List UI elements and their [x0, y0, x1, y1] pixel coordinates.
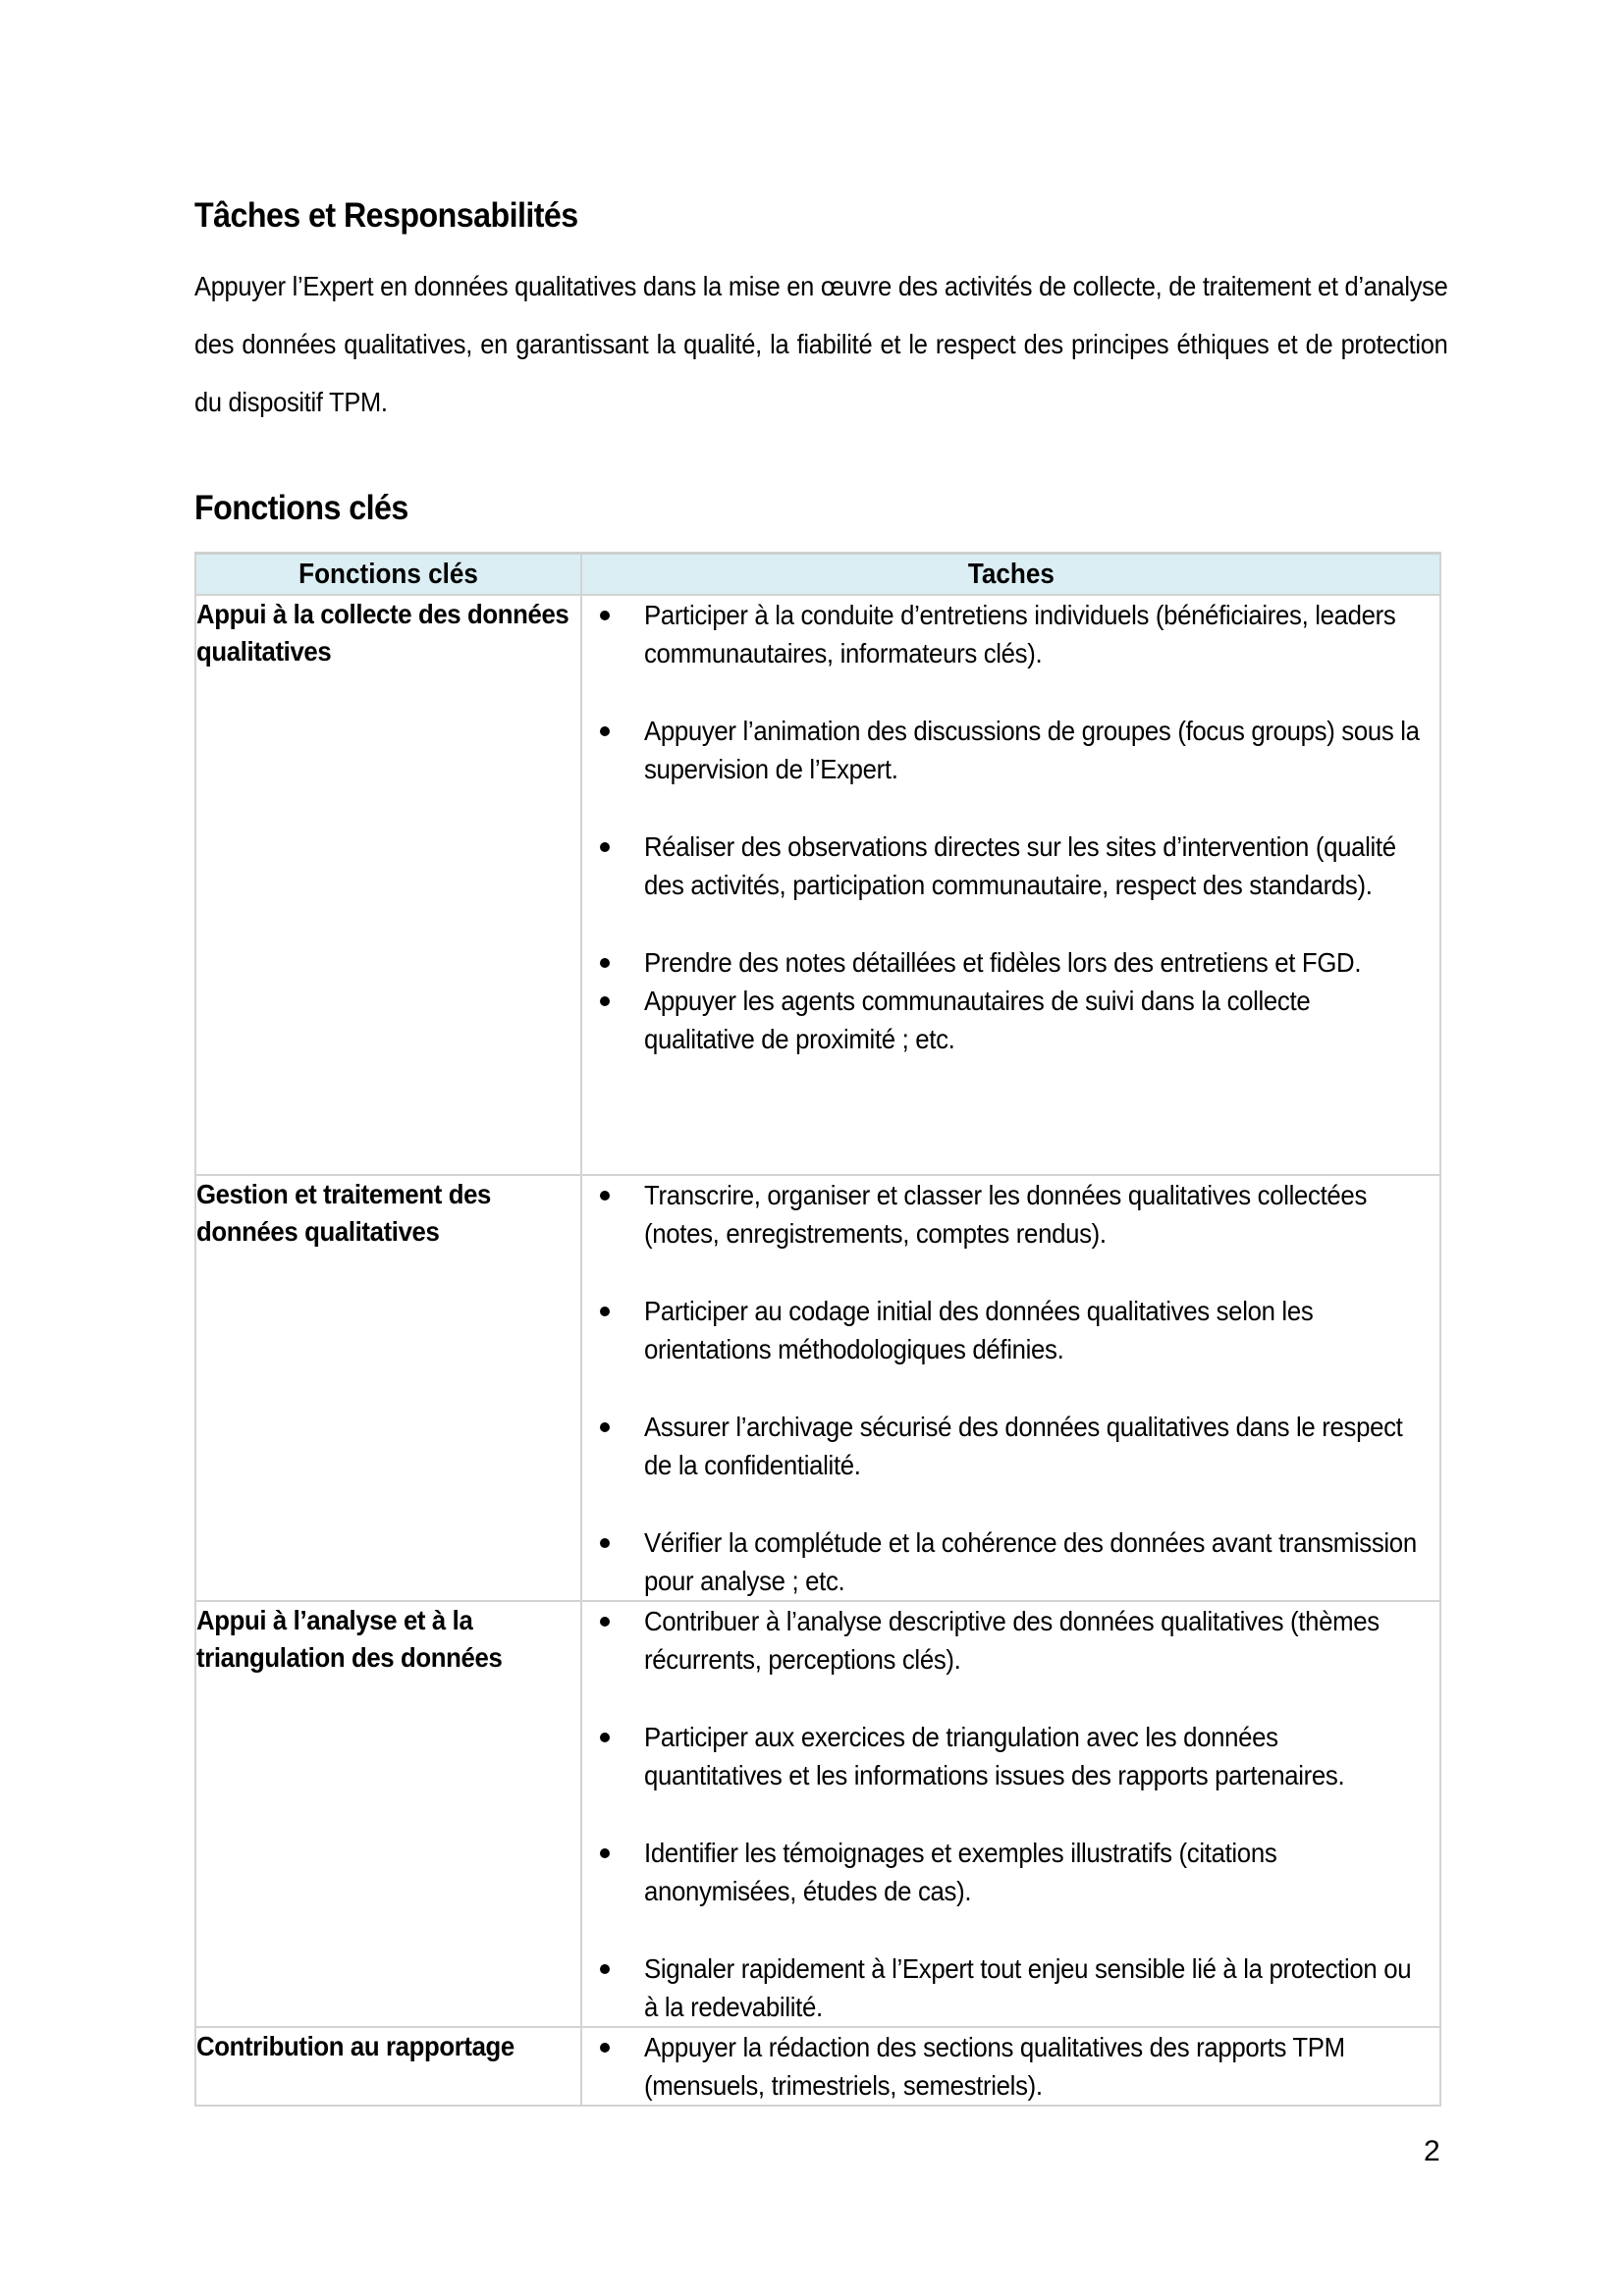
- bullet-icon: [600, 611, 610, 620]
- function-label: Appui à l’analyse et à la triangulation des données: [196, 1605, 503, 1673]
- task-item: [582, 943, 1439, 982]
- task-item: [582, 1949, 1439, 2026]
- task-item: [582, 712, 1439, 788]
- page-number: 2: [1424, 2135, 1440, 2167]
- column-header-functions: [195, 554, 581, 596]
- column-header-label: Taches: [967, 559, 1055, 590]
- bullet-icon: [600, 1733, 610, 1742]
- functions-heading: Fonctions clés: [194, 489, 408, 527]
- bullet-icon: [600, 1191, 610, 1201]
- task-list: [582, 1602, 1439, 2026]
- column-header-tasks: [581, 554, 1440, 596]
- bullet-icon: [600, 996, 610, 1006]
- task-list: [582, 596, 1439, 1058]
- task-item: [582, 1408, 1439, 1484]
- table-row: [195, 595, 1440, 1175]
- task-text: Assurer l’archivage sécurisé des données qualitatives dans le respect de la confidentialité.: [644, 1412, 1403, 1480]
- task-item: [582, 1523, 1439, 1600]
- task-text: Signaler rapidement à l’Expert tout enjeu sensible lié à la protection ou à la redevabilité.: [644, 1953, 1412, 2022]
- task-text: Identifier les témoignages et exemples illustratifs (citations anonymisées, études de cas).: [644, 1838, 1277, 1906]
- task-item: [582, 2028, 1439, 2105]
- function-cell: [195, 1601, 581, 2027]
- task-item: [582, 1292, 1439, 1368]
- tasks-cell: [581, 1175, 1440, 1601]
- bullet-icon: [600, 1848, 610, 1858]
- bullet-icon: [600, 842, 610, 852]
- bullet-icon: [600, 1617, 610, 1627]
- bullet-icon: [600, 1964, 610, 1974]
- task-text: Contribuer à l’analyse descriptive des données qualitatives (thèmes récurrents, perceptions clés).: [644, 1606, 1380, 1675]
- task-text: Appuyer la rédaction des sections qualitatives des rapports TPM (mensuels, trimestriels, semestriels).: [644, 2032, 1345, 2101]
- table-row: [195, 1601, 1440, 2027]
- table-row: [195, 1175, 1440, 1601]
- task-item: [582, 596, 1439, 672]
- task-item: [582, 1718, 1439, 1794]
- function-label: Gestion et traitement des données qualitatives: [196, 1179, 492, 1247]
- function-label: Appui à la collecte des données qualitatives: [196, 599, 569, 667]
- functions-table: [194, 552, 1441, 2107]
- function-cell: [195, 595, 581, 1175]
- task-text: Réaliser des observations directes sur les sites d’intervention (qualité des activités, participation communautaire, respect des standards).: [644, 831, 1396, 900]
- function-cell: [195, 2027, 581, 2106]
- bullet-icon: [600, 2043, 610, 2053]
- column-header-label: Fonctions clés: [298, 559, 478, 590]
- tasks-heading: Tâches et Responsabilités: [194, 196, 578, 235]
- task-item: [582, 828, 1439, 904]
- tasks-intro-paragraph: Appuyer l’Expert en données qualitatives dans la mise en œuvre des activités de collecte, de traitement et d’analyse des données qualitatives, en garantissant la qualité, la fiabilité et le respect des principes éthiques et de protection du dispositif TPM.: [194, 271, 1448, 417]
- bullet-icon: [600, 958, 610, 968]
- task-list: [582, 1176, 1439, 1600]
- task-item: [582, 1834, 1439, 1910]
- bullet-icon: [600, 1422, 610, 1432]
- table-row: [195, 2027, 1440, 2106]
- task-item: [582, 1176, 1439, 1253]
- tasks-cell: [581, 1601, 1440, 2027]
- bullet-icon: [600, 726, 610, 736]
- task-text: Transcrire, organiser et classer les données qualitatives collectées (notes, enregistrements, comptes rendus).: [644, 1180, 1367, 1249]
- function-cell: [195, 1175, 581, 1601]
- table-header-row: [195, 554, 1440, 596]
- bullet-icon: [600, 1538, 610, 1548]
- bullet-icon: [600, 1307, 610, 1316]
- function-label: Contribution au rapportage: [196, 2031, 514, 2061]
- task-item: [582, 1602, 1439, 1679]
- tasks-cell: [581, 595, 1440, 1175]
- task-text: Participer au codage initial des données qualitatives selon les orientations méthodologiques définies.: [644, 1296, 1314, 1364]
- tasks-cell: [581, 2027, 1440, 2106]
- task-text: Vérifier la complétude et la cohérence des données avant transmission pour analyse ; etc.: [644, 1527, 1417, 1596]
- task-text: Participer à la conduite d’entretiens individuels (bénéficiaires, leaders communautaires, informateurs clés).: [644, 600, 1396, 668]
- task-list: [582, 2028, 1439, 2105]
- task-text: Participer aux exercices de triangulation avec les données quantitatives et les informations issues des rapports partenaires.: [644, 1722, 1345, 1790]
- task-text: Appuyer l’animation des discussions de groupes (focus groups) sous la supervision de l’Expert.: [644, 716, 1420, 784]
- task-text: Appuyer les agents communautaires de suivi dans la collecte qualitative de proximité ; etc.: [644, 986, 1311, 1054]
- task-item: [582, 982, 1439, 1058]
- task-text: Prendre des notes détaillées et fidèles lors des entretiens et FGD.: [644, 947, 1362, 978]
